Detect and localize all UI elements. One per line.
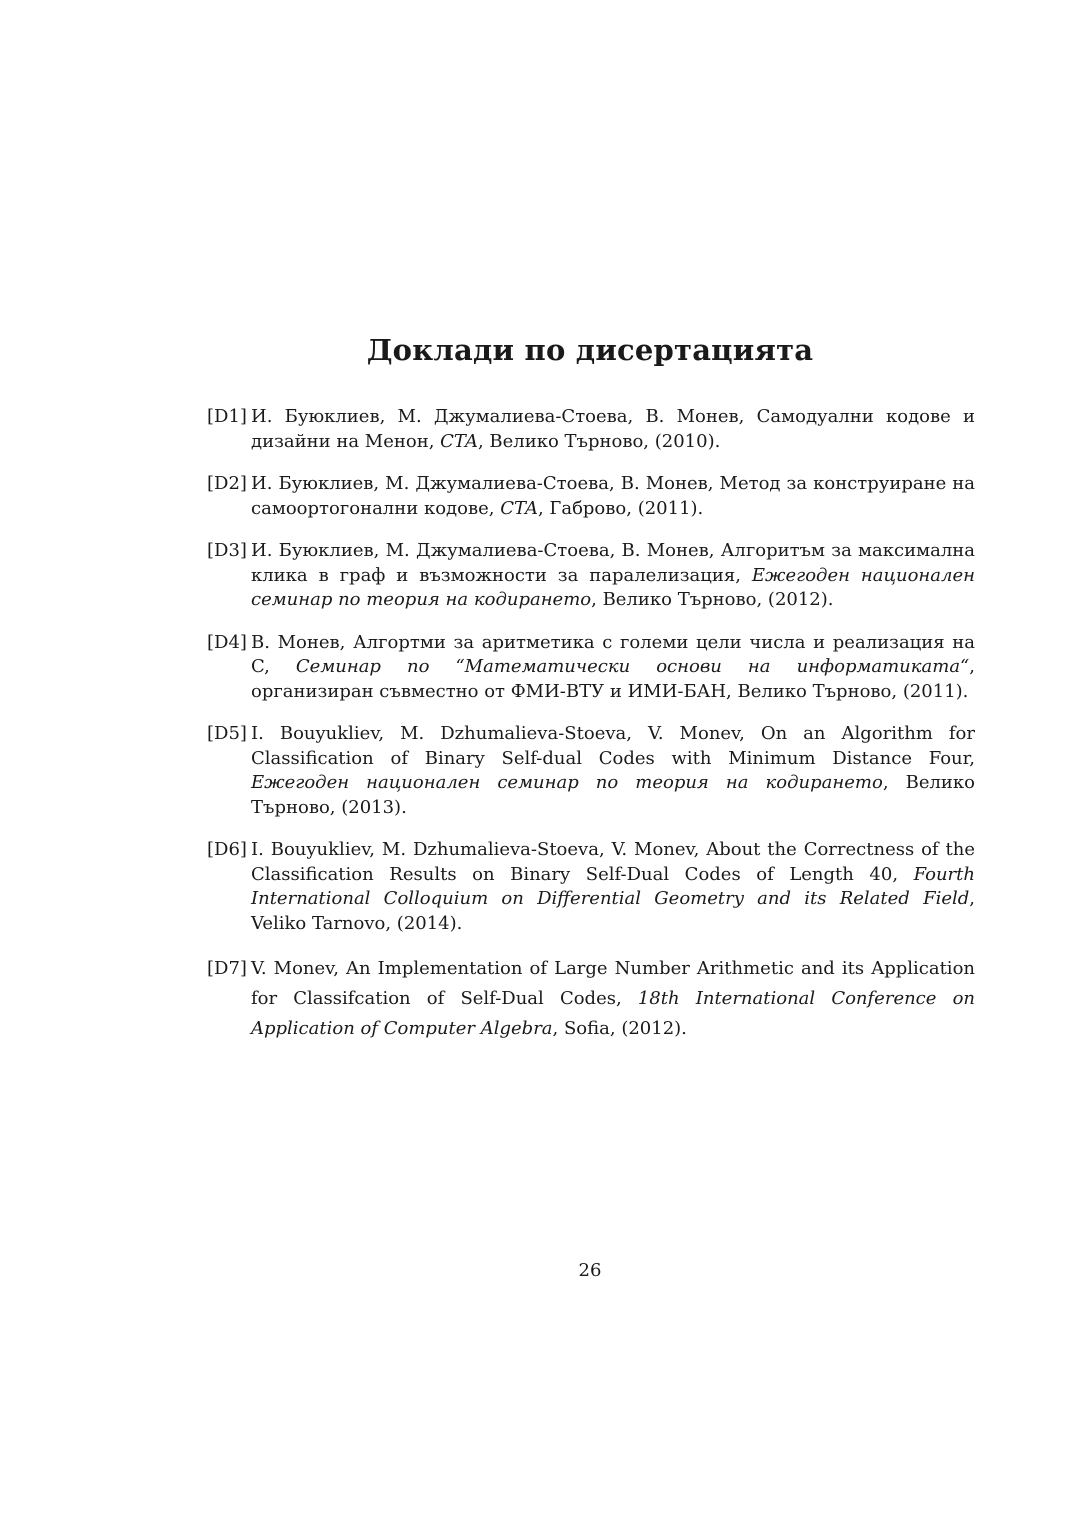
reference-authors: V. Monev,: [251, 958, 346, 979]
reference-text: [251, 405, 975, 454]
reference-authors: I. Bouyukliev, M. Dzhumalieva-Stoeva, V. Monev,: [251, 723, 761, 744]
reference-details: , Veliko Tarnovo, (2014).: [251, 888, 975, 934]
reference-venue: Fourth International Colloquium on Differential Geometry and its Related Field: [251, 863, 975, 909]
reference-title: An Implementation of Large Number Arithmetic and its Application for Classifcation of Self-Dual Codes,: [251, 958, 975, 1009]
reference-text: [251, 472, 975, 521]
reference-key: [D5]: [207, 723, 247, 744]
reference-text: [251, 722, 975, 820]
reference-item-d7: [207, 954, 975, 1044]
reference-authors: И. Буюклиев, М. Джумалиева-Стоева, В. Монев,: [251, 406, 757, 427]
reference-venue: CTA: [500, 497, 538, 519]
reference-item-d1: [207, 405, 975, 454]
reference-key: [D1]: [207, 406, 247, 427]
reference-list: [207, 405, 975, 1062]
reference-authors: I. Bouyukliev, M. Dzhumalieva-Stoeva, V. Monev,: [251, 839, 707, 860]
reference-key: [D6]: [207, 839, 247, 860]
reference-venue: CTA: [440, 430, 478, 452]
reference-title: Метод за конструиране на самоортогонални кодове,: [251, 473, 976, 519]
reference-text: [251, 631, 975, 705]
reference-details: , Велико Търново, (2012).: [591, 589, 834, 610]
reference-title: Самодуални кодове и дизайни на Менон,: [251, 406, 975, 452]
reference-venue: Ежегоден национален семинар по теория на кодирането: [251, 564, 975, 610]
reference-key: [D7]: [207, 958, 247, 979]
reference-item-d4: [207, 631, 975, 705]
reference-key: [D2]: [207, 473, 247, 494]
reference-title: About the Correctness of the Classification Results on Binary Self-Dual Codes of Length 40,: [251, 839, 975, 885]
reference-item-d5: [207, 722, 975, 820]
reference-venue: Семинар по “Математически основи на информатиката“: [295, 656, 970, 677]
reference-item-d3: [207, 539, 975, 613]
reference-details: , Sofia, (2012).: [552, 1018, 687, 1039]
reference-venue: Ежегоден национален семинар по теория на кодирането: [251, 772, 883, 793]
reference-key: [D3]: [207, 540, 247, 561]
reference-text: [251, 838, 975, 936]
reference-details: , Велико Търново, (2013).: [251, 772, 976, 818]
reference-key: [D4]: [207, 631, 247, 653]
page-number: 26: [578, 1260, 602, 1281]
reference-text: [251, 954, 975, 1044]
reference-details: , Велико Търново, (2010).: [477, 430, 721, 452]
page-title: Доклади по дисертацията: [366, 333, 814, 367]
reference-authors: В. Монев,: [251, 631, 354, 653]
reference-title: Алгоритъм за максимална клика в граф и възможности за паралелизация,: [251, 540, 975, 586]
reference-authors: И. Буюклиев, М. Джумалиева-Стоева, В. Монев,: [251, 473, 720, 494]
reference-details: , Габрово, (2011).: [537, 497, 704, 519]
reference-item-d6: [207, 838, 975, 936]
reference-text: [251, 539, 975, 613]
reference-title: On an Algorithm for Classification of Binary Self-dual Codes with Minimum Distance Four,: [251, 723, 975, 769]
reference-venue: 18th International Conference on Application of Computer Algebra: [251, 988, 975, 1039]
reference-details: , организиран съвместно от ФМИ-ВТУ и ИМИ-БАН, Велико Търново, (2011).: [251, 656, 975, 702]
reference-title: Алгортми за аритметика с големи цели числа и реализация на C,: [251, 631, 975, 677]
reference-authors: И. Буюклиев, М. Джумалиева-Стоева, В. Монев,: [251, 540, 721, 561]
reference-item-d2: [207, 472, 975, 521]
